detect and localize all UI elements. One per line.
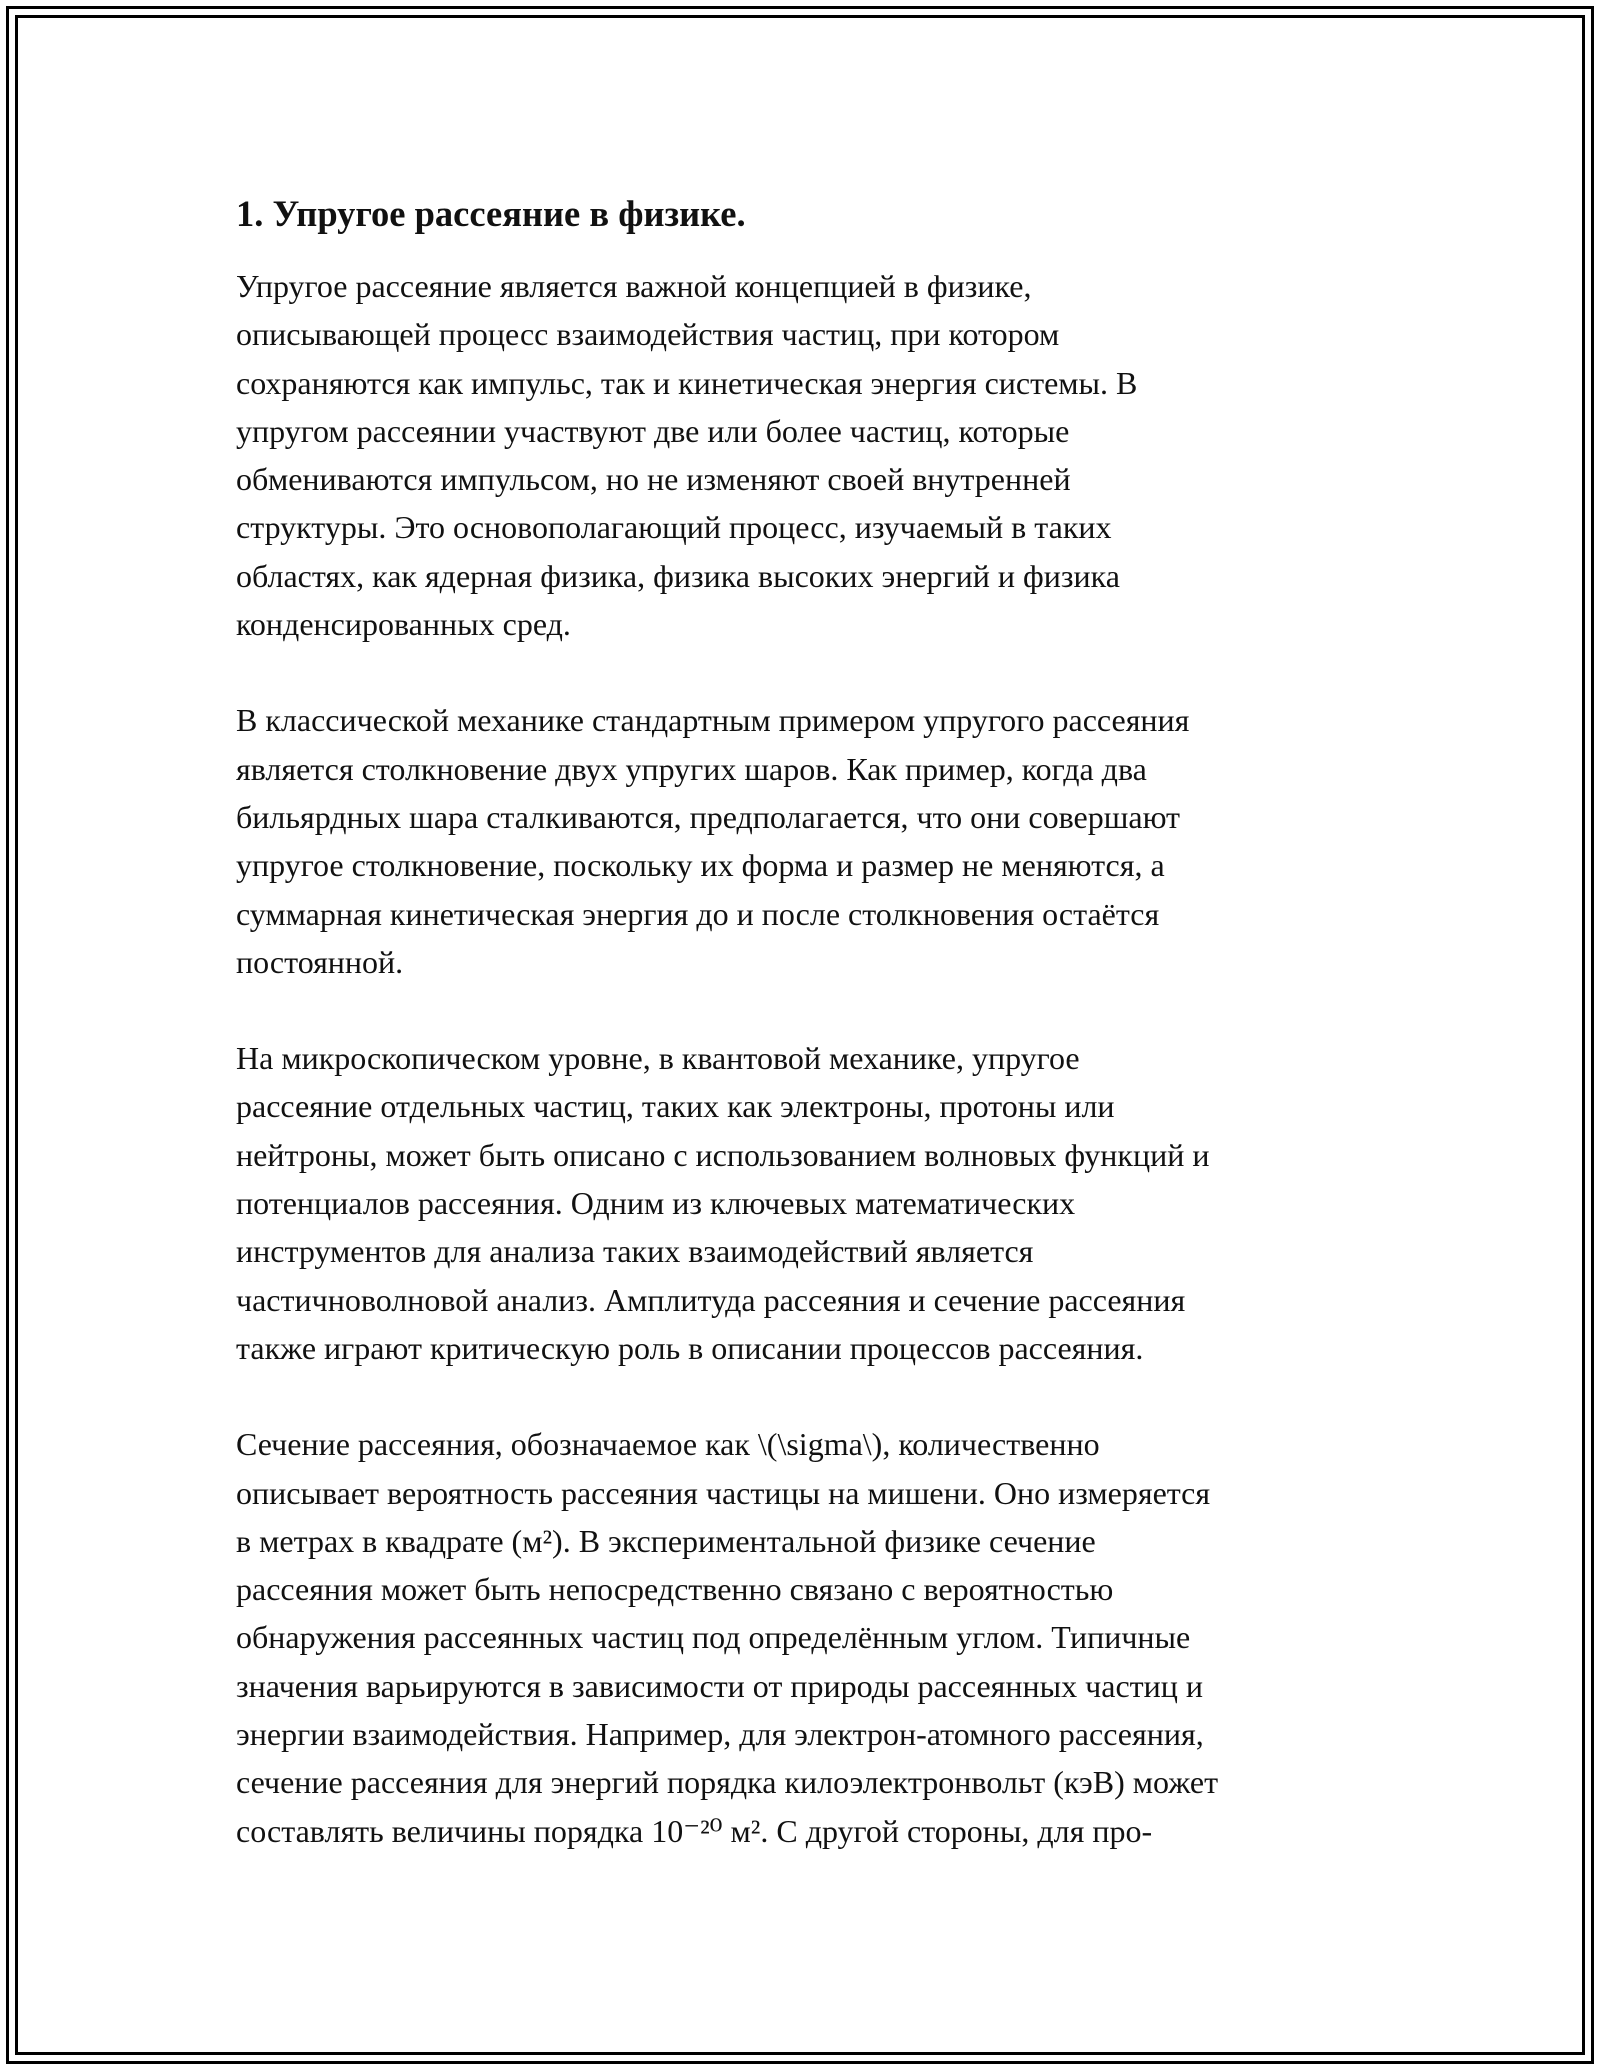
document-body	[236, 186, 1376, 1903]
paragraph-1: Упругое рассеяние является важной концепцией в физике, описывающей процесс взаимодействия частиц, при котором сохраняются как импульс, так и кинетическая энергия системы. В упругом рассеянии участвуют две или более частиц, которые обмениваются импульсом, но не изменяют своей внутренней структуры. Это основополагающий процесс, изучаемый в таких областях, как ядерная физика, физика высоких энергий и физика конденсированных сред.	[236, 268, 1138, 643]
paragraph-4: Сечение рассеяния, обозначаемое как \(\sigma\), количественно описывает вероятность рассеяния частицы на мишени. Оно измеряется в метрах в квадрате (м²). В экспериментальной физике сечение рассеяния может быть непосредственно связано с вероятностью обнаружения рассеянных частиц под определённым углом. Типичные значения варьируются в зависимости от природы рассеянных частиц и энергии взаимодействия. Например, для электрон-атомного рассеяния, сечение рассеяния для энергий порядка килоэлектронвольт (кэВ) может составлять величины порядка 10⁻²⁰ м². С другой стороны, для про-	[236, 1426, 1219, 1849]
paragraph-3: На микроскопическом уровне, в квантовой механике, упругое рассеяние отдельных частиц, таких как электроны, протоны или нейтроны, может быть описано с использованием волновых функций и потенциалов рассеяния. Одним из ключевых математических инструментов для анализа таких взаимодействий является частичноволновой анализ. Амплитуда рассеяния и сечение рассеяния также играют критическую роль в описании процессов рассеяния.	[236, 1040, 1210, 1366]
paragraph-2: В классической механике стандартным примером упругого рассеяния является столкновение двух упругих шаров. Как пример, когда два бильярдных шара сталкиваются, предполагается, что они совершают упругое столкновение, поскольку их форма и размер не меняются, а суммарная кинетическая энергия до и после столкновения остаётся постоянной.	[236, 702, 1190, 980]
section-heading: 1. Упругое рассеяние в физике.	[236, 193, 746, 234]
